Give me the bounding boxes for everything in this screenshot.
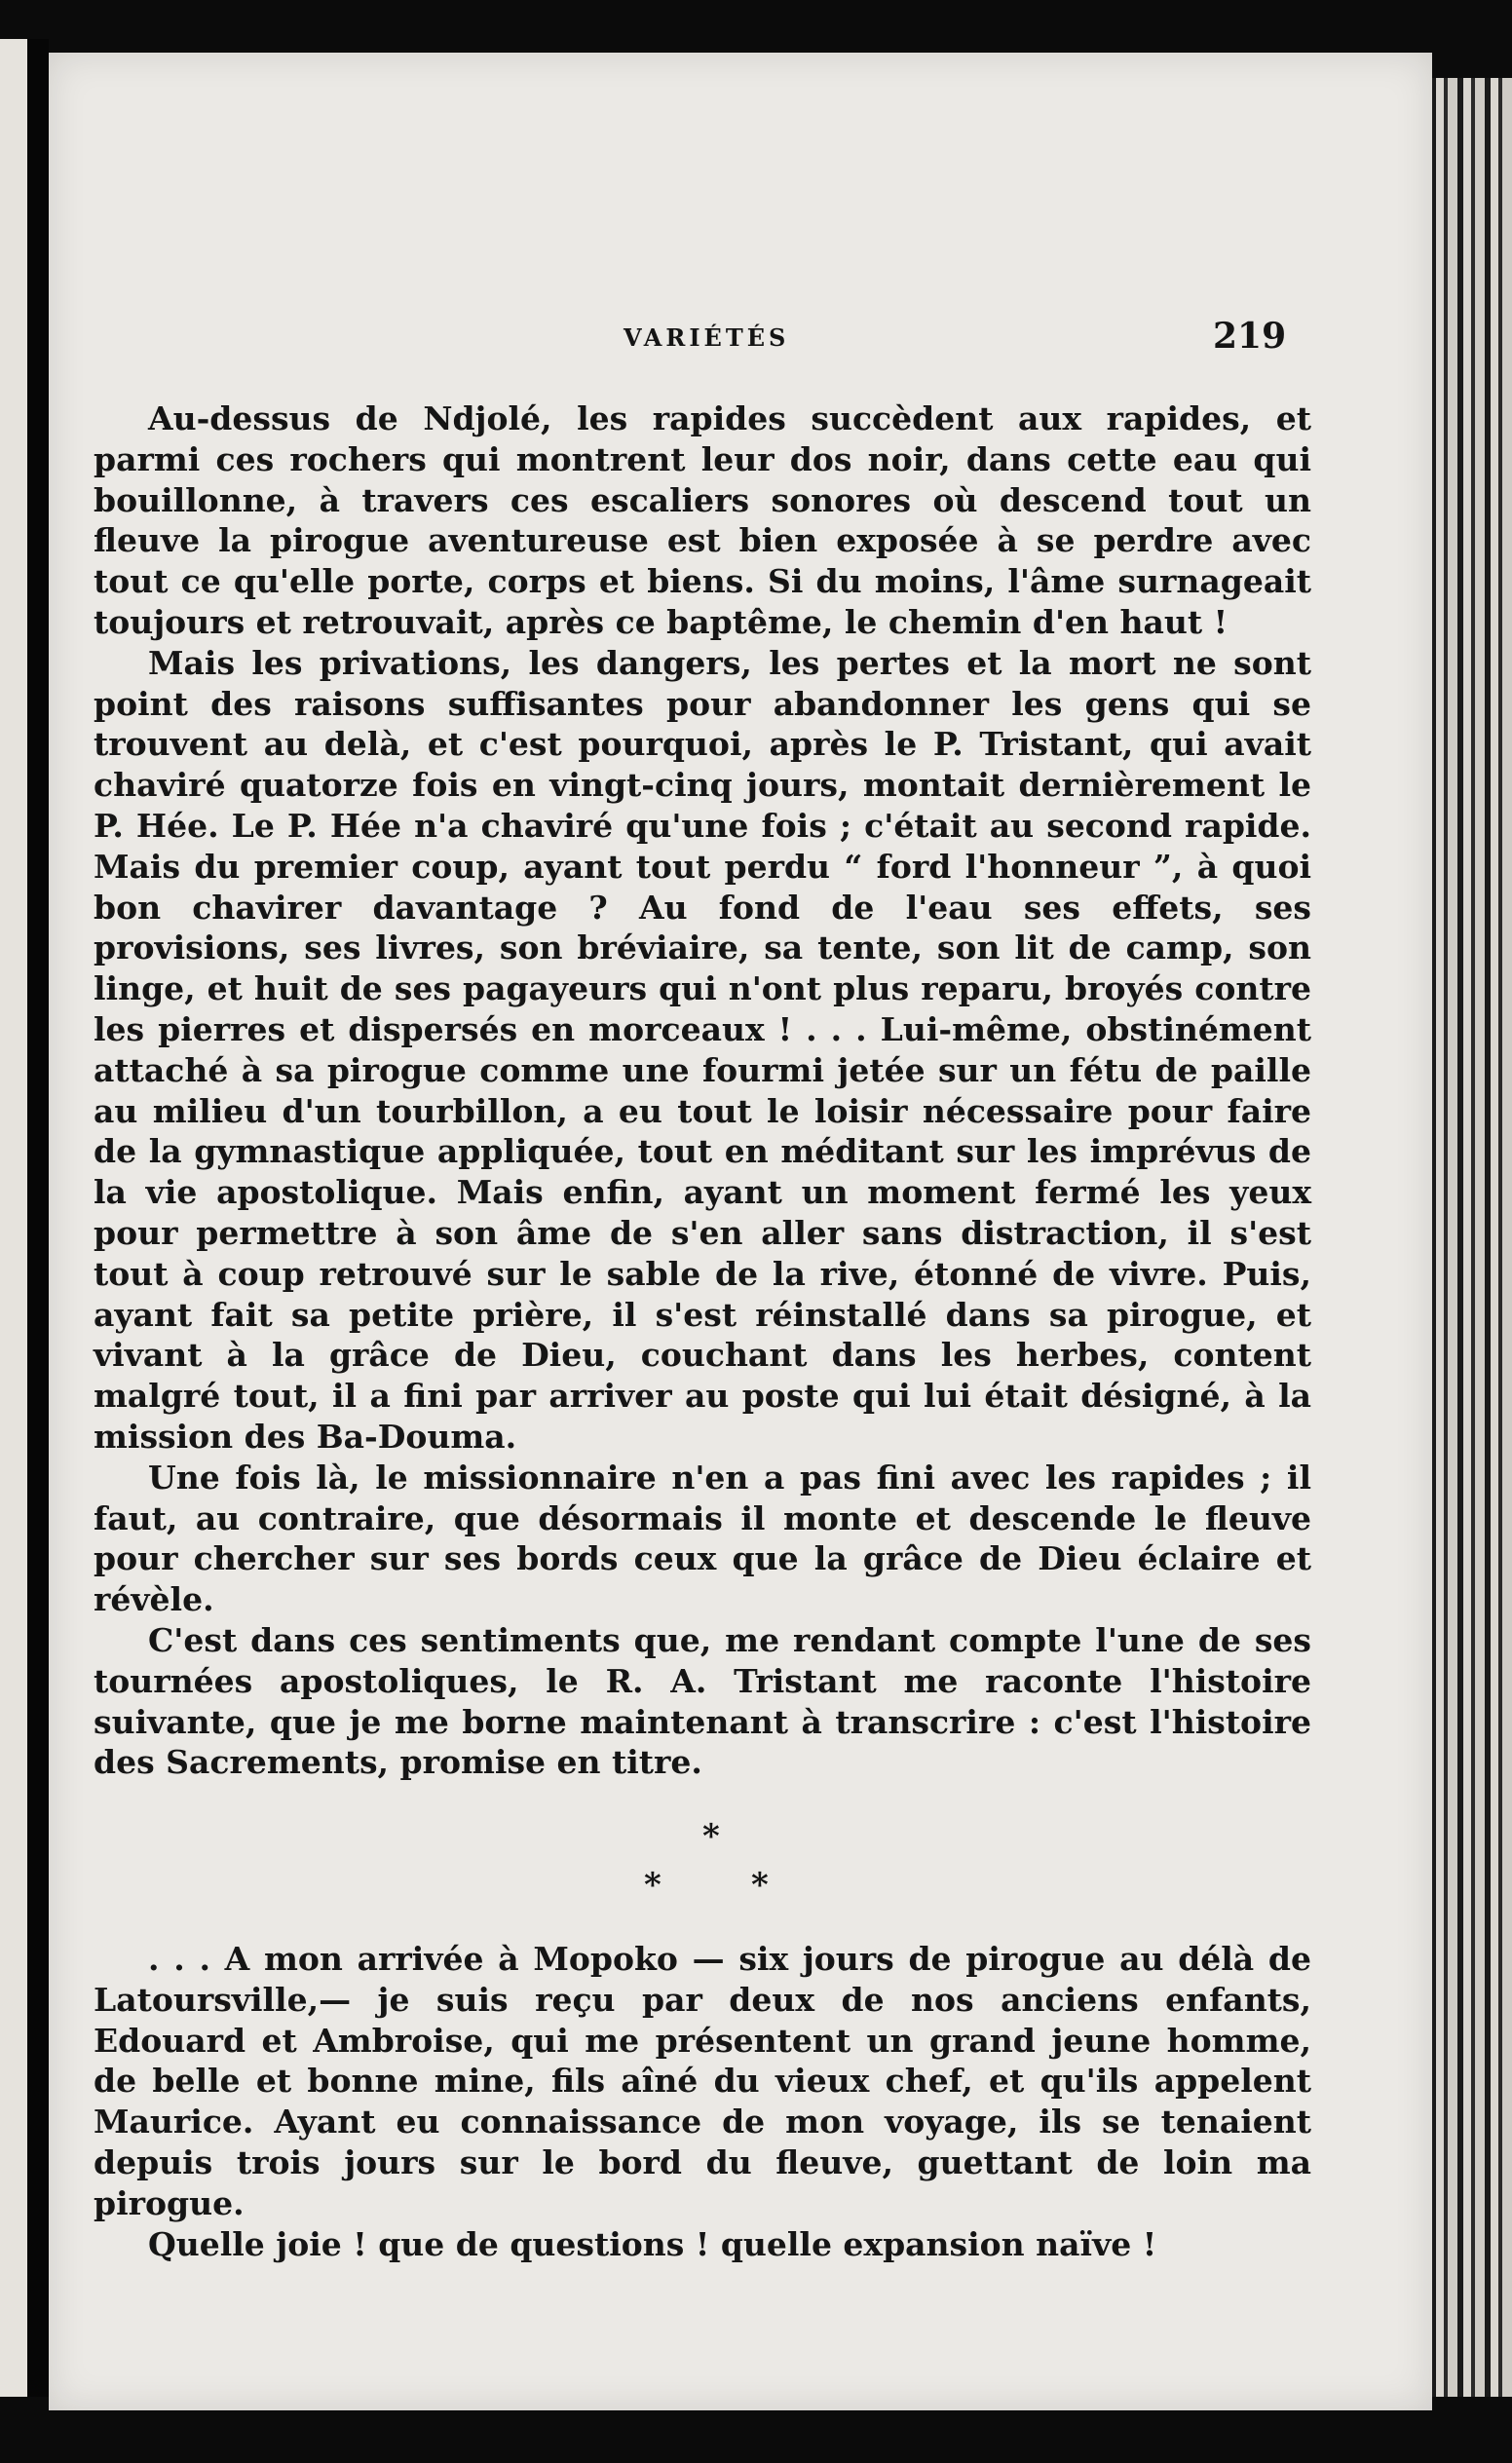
paragraph-mopoko: . . . A mon arrivée à Mopoko — six jours de pirogue au délà de Latoursville,— je suis reçu par deux de nos anciens enfants, Edouard et Ambroise, qui me présentent un grand jeune homme, de belle et bonne mine, fils aîné du vieux chef, et qu'ils appelent Maurice. Ayant eu connaissance de mon voyage, ils se tenaient depuis trois jours sur le bord du fleuve, guettant de loin ma pirogue.: [94, 1940, 1311, 2222]
paragraph-pere-hee: Mais les privations, les dangers, les pertes et la mort ne sont point des raisons suffisantes pour abandonner les gens qui se trouvent au delà, et c'est pourquoi, après le P. Tristant, qui avait chaviré quatorze fois en vingt-cinq jours, montait dernièrement le P. Hée. Le P. Hée n'a chaviré qu'une fois ; c'était au second rapide. Mais du premier coup, ayant tout perdu “ ford l'honneur ”, à quoi bon chavirer davantage ? Au fond de l'eau ses effets, ses provisions, ses livres, son bréviaire, sa tente, son lit de camp, son linge, et huit de ses pagayeurs qui n'ont plus reparu, broyés contre les pierres et dispersés en morceaux ! . . . Lui-même, obstinément attaché à sa pirogue comme une fourmi jetée sur un fétu de paille au milieu d'un tourbillon, a eu tout le loisir nécessaire pour faire de la gymnastique appliquée, tout en méditant sur les imprévus de la vie apostolique. Mais enfin, ayant un moment fermé les yeux pour permettre à son âme de s'en aller sans distraction, il s'est tout à coup retrouvé sur le sable de la rive, étonné de vivre. Puis, ayant fait sa petite prière, il s'est réinstallé dans sa pirogue, et vivant à la grâce de Dieu, couchant dans les herbes, content malgré tout, il a fini par arriver au poste qui lui était désigné, à la mission des Ba-Douma.: [94, 643, 1311, 1456]
section-separator: [94, 1808, 1311, 1925]
separator-star: *: [644, 1866, 662, 1906]
running-head: [49, 316, 1432, 355]
separator-star: *: [751, 1866, 769, 1906]
paragraph-rapides: Au-dessus de Ndjolé, les rapides succèdent aux rapides, et parmi ces rochers qui montrent leur dos noir, dans cette eau qui bouillonne, à travers ces escaliers sonores où descend tout un fleuve la pirogue aventureuse est bien exposée à se perdre avec tout ce qu'elle porte, corps et biens. Si du moins, l'âme surnageait toujours et retrouvait, après ce baptême, le chemin d'en haut !: [94, 399, 1311, 641]
page-number: 219: [1213, 316, 1287, 357]
separator-star: *: [702, 1817, 720, 1857]
book-page: [49, 53, 1432, 2410]
paragraph-sacrements: C'est dans ces sentiments que, me rendant compte l'une de ses tournées apostoliques, le R. A. Tristant me raconte l'histoire suivante, que je me borne maintenant à transcrire : c'est l'histoire des Sacrements, promise en titre.: [94, 1620, 1311, 1782]
paragraph-missionnaire: Une fois là, le missionnaire n'en a pas fini avec les rapides ; il faut, au contraire, que désormais il monte et descende le fleuve pour chercher sur ses bords ceux que la grâce de Dieu éclaire et révèle.: [94, 1458, 1311, 1619]
book-gutter: [27, 39, 49, 2397]
running-head-title: VARIÉTÉS: [624, 323, 790, 352]
previous-page-edge: [0, 39, 27, 2397]
body-text: [94, 398, 1311, 2264]
paragraph-quelle-joie: Quelle joie ! que de questions ! quelle expansion naïve !: [148, 2224, 1157, 2263]
